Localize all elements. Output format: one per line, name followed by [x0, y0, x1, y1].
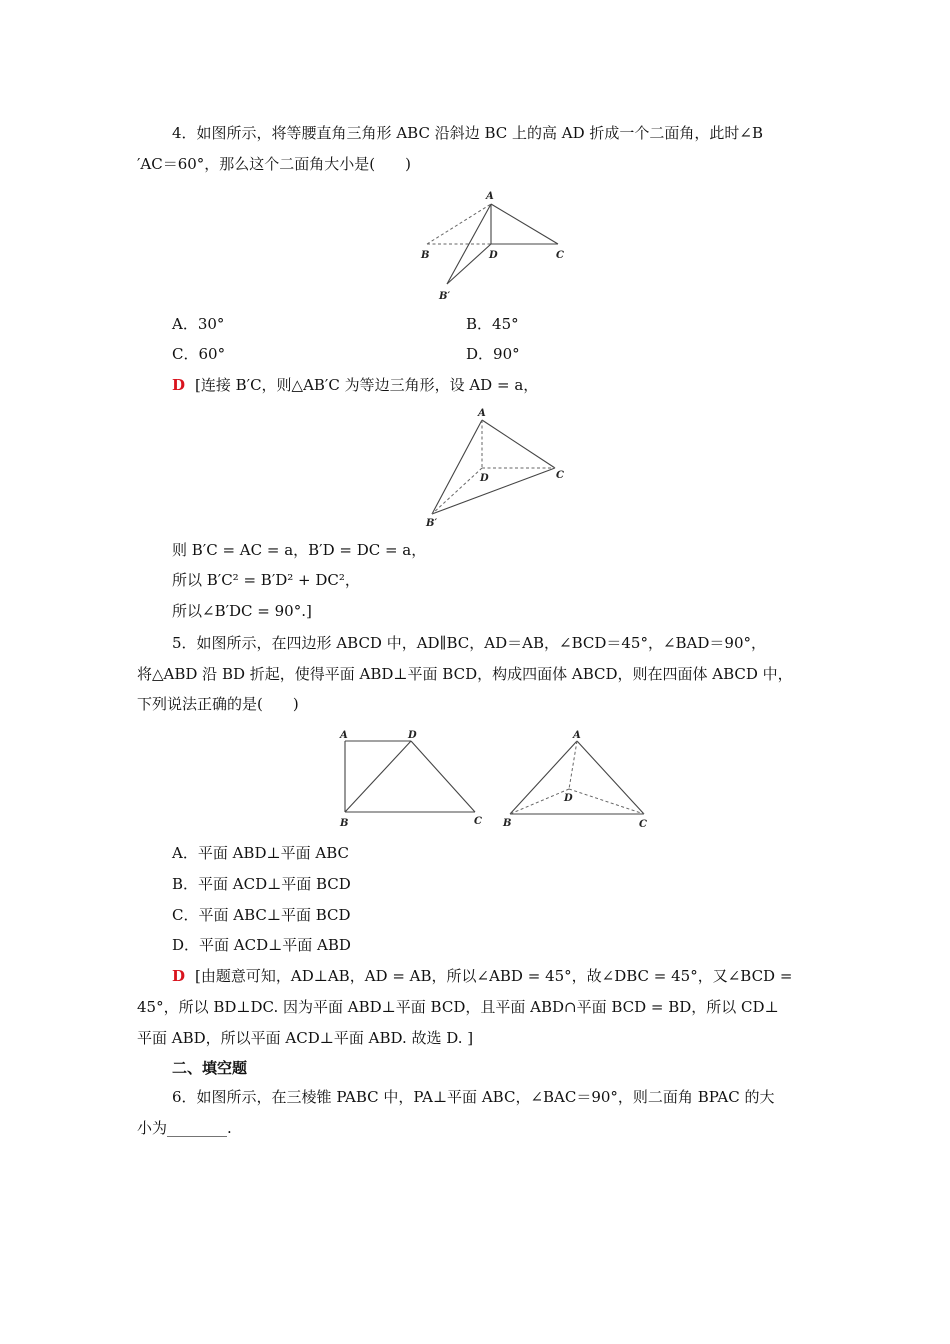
q5-figure-tetrahedron	[500, 726, 655, 832]
section-heading: 二、填空题	[172, 1059, 248, 1077]
q4-fig1-label-c: C	[556, 250, 564, 261]
q4-fig1-label-bprime: B′	[439, 291, 451, 302]
q5-stem-line2: 将△ABD 沿 BD 折起，使得平面 ABD⊥平面 BCD，构成四面体 ABCD，则在四面体 ABCD 中，	[137, 665, 793, 683]
q5-fig4-label-d: D	[564, 793, 573, 804]
q4-option-b: B．45°	[466, 315, 519, 333]
q4-solution-line2: 则 B′C = AC = a，B′D = DC = a，	[172, 541, 427, 559]
q4-figure-fold	[415, 188, 575, 304]
q5-fig4-label-c: C	[639, 819, 647, 830]
q4-solution-line4: 所以∠B′DC = 90°.]	[172, 602, 312, 620]
q5-fig3-label-b: B	[340, 818, 349, 829]
q4-option-c: C．60°	[172, 345, 226, 363]
q4-stem-line2: ′AC＝60°，那么这个二面角大小是( )	[137, 155, 412, 173]
q4-answer: D	[172, 376, 186, 394]
q4-fig1-label-b: B	[421, 250, 430, 261]
q5-fig3-label-d: D	[408, 730, 417, 741]
q5-option-c: C．平面 ABC⊥平面 BCD	[172, 906, 351, 924]
q5-solution-line1	[172, 966, 792, 986]
q6-stem-line2: 小为________.	[137, 1119, 232, 1137]
q5-fig4-label-a: A	[573, 730, 581, 741]
q5-option-b: B．平面 ACD⊥平面 BCD	[172, 875, 351, 893]
q5-answer: D	[172, 967, 186, 985]
q5-stem-line3: 下列说法正确的是( )	[137, 695, 299, 713]
q4-figure-solution	[420, 404, 570, 529]
q4-stem-line1: 4．如图所示，将等腰直角三角形 ABC 沿斜边 BC 上的高 AD 折成一个二面角，此时∠B	[172, 124, 763, 142]
q4-fig1-label-d: D	[489, 250, 498, 261]
q4-solution-text1: [连接 B′C，则△AB′C 为等边三角形，设 AD = a，	[195, 376, 539, 394]
q4-fig1-label-a: A	[486, 191, 494, 202]
q4-fig2-label-bprime: B′	[426, 518, 438, 529]
q4-fig2-label-d: D	[480, 473, 489, 484]
q4-option-a: A．30°	[172, 315, 225, 333]
q5-solution-line3: 平面 ABD，所以平面 ACD⊥平面 ABD. 故选 D. ]	[137, 1029, 474, 1047]
q5-figure-quadrilateral	[335, 726, 495, 832]
q4-fig2-label-a: A	[478, 408, 486, 419]
q5-stem-line1: 5．如图所示，在四边形 ABCD 中，AD∥BC，AD＝AB，∠BCD＝45°，∠BAD＝90°，	[172, 634, 766, 652]
q5-solution-text1: [由题意可知，AD⊥AB，AD = AB，所以∠ABD = 45°，故∠DBC = 45°，又∠BCD =	[195, 967, 793, 985]
q5-fig3-label-c: C	[474, 816, 482, 827]
q4-fig2-label-c: C	[556, 470, 564, 481]
q5-fig3-label-a: A	[340, 730, 348, 741]
q4-solution-line3: 所以 B′C² = B′D² + DC²，	[172, 571, 360, 589]
q4-option-d: D．90°	[466, 345, 520, 363]
q5-option-d: D．平面 ACD⊥平面 ABD	[172, 936, 351, 954]
q5-solution-line2: 45°，所以 BD⊥DC. 因为平面 ABD⊥平面 BCD，且平面 ABD∩平面 BCD = BD，所以 CD⊥	[137, 998, 779, 1016]
q6-stem-line1: 6．如图所示，在三棱锥 PABC 中，PA⊥平面 ABC，∠BAC＝90°，则二面角 BPAC 的大	[172, 1088, 775, 1106]
q5-option-a: A．平面 ABD⊥平面 ABC	[172, 844, 349, 862]
q5-fig4-label-b: B	[503, 818, 512, 829]
q4-solution-line1	[172, 375, 538, 395]
